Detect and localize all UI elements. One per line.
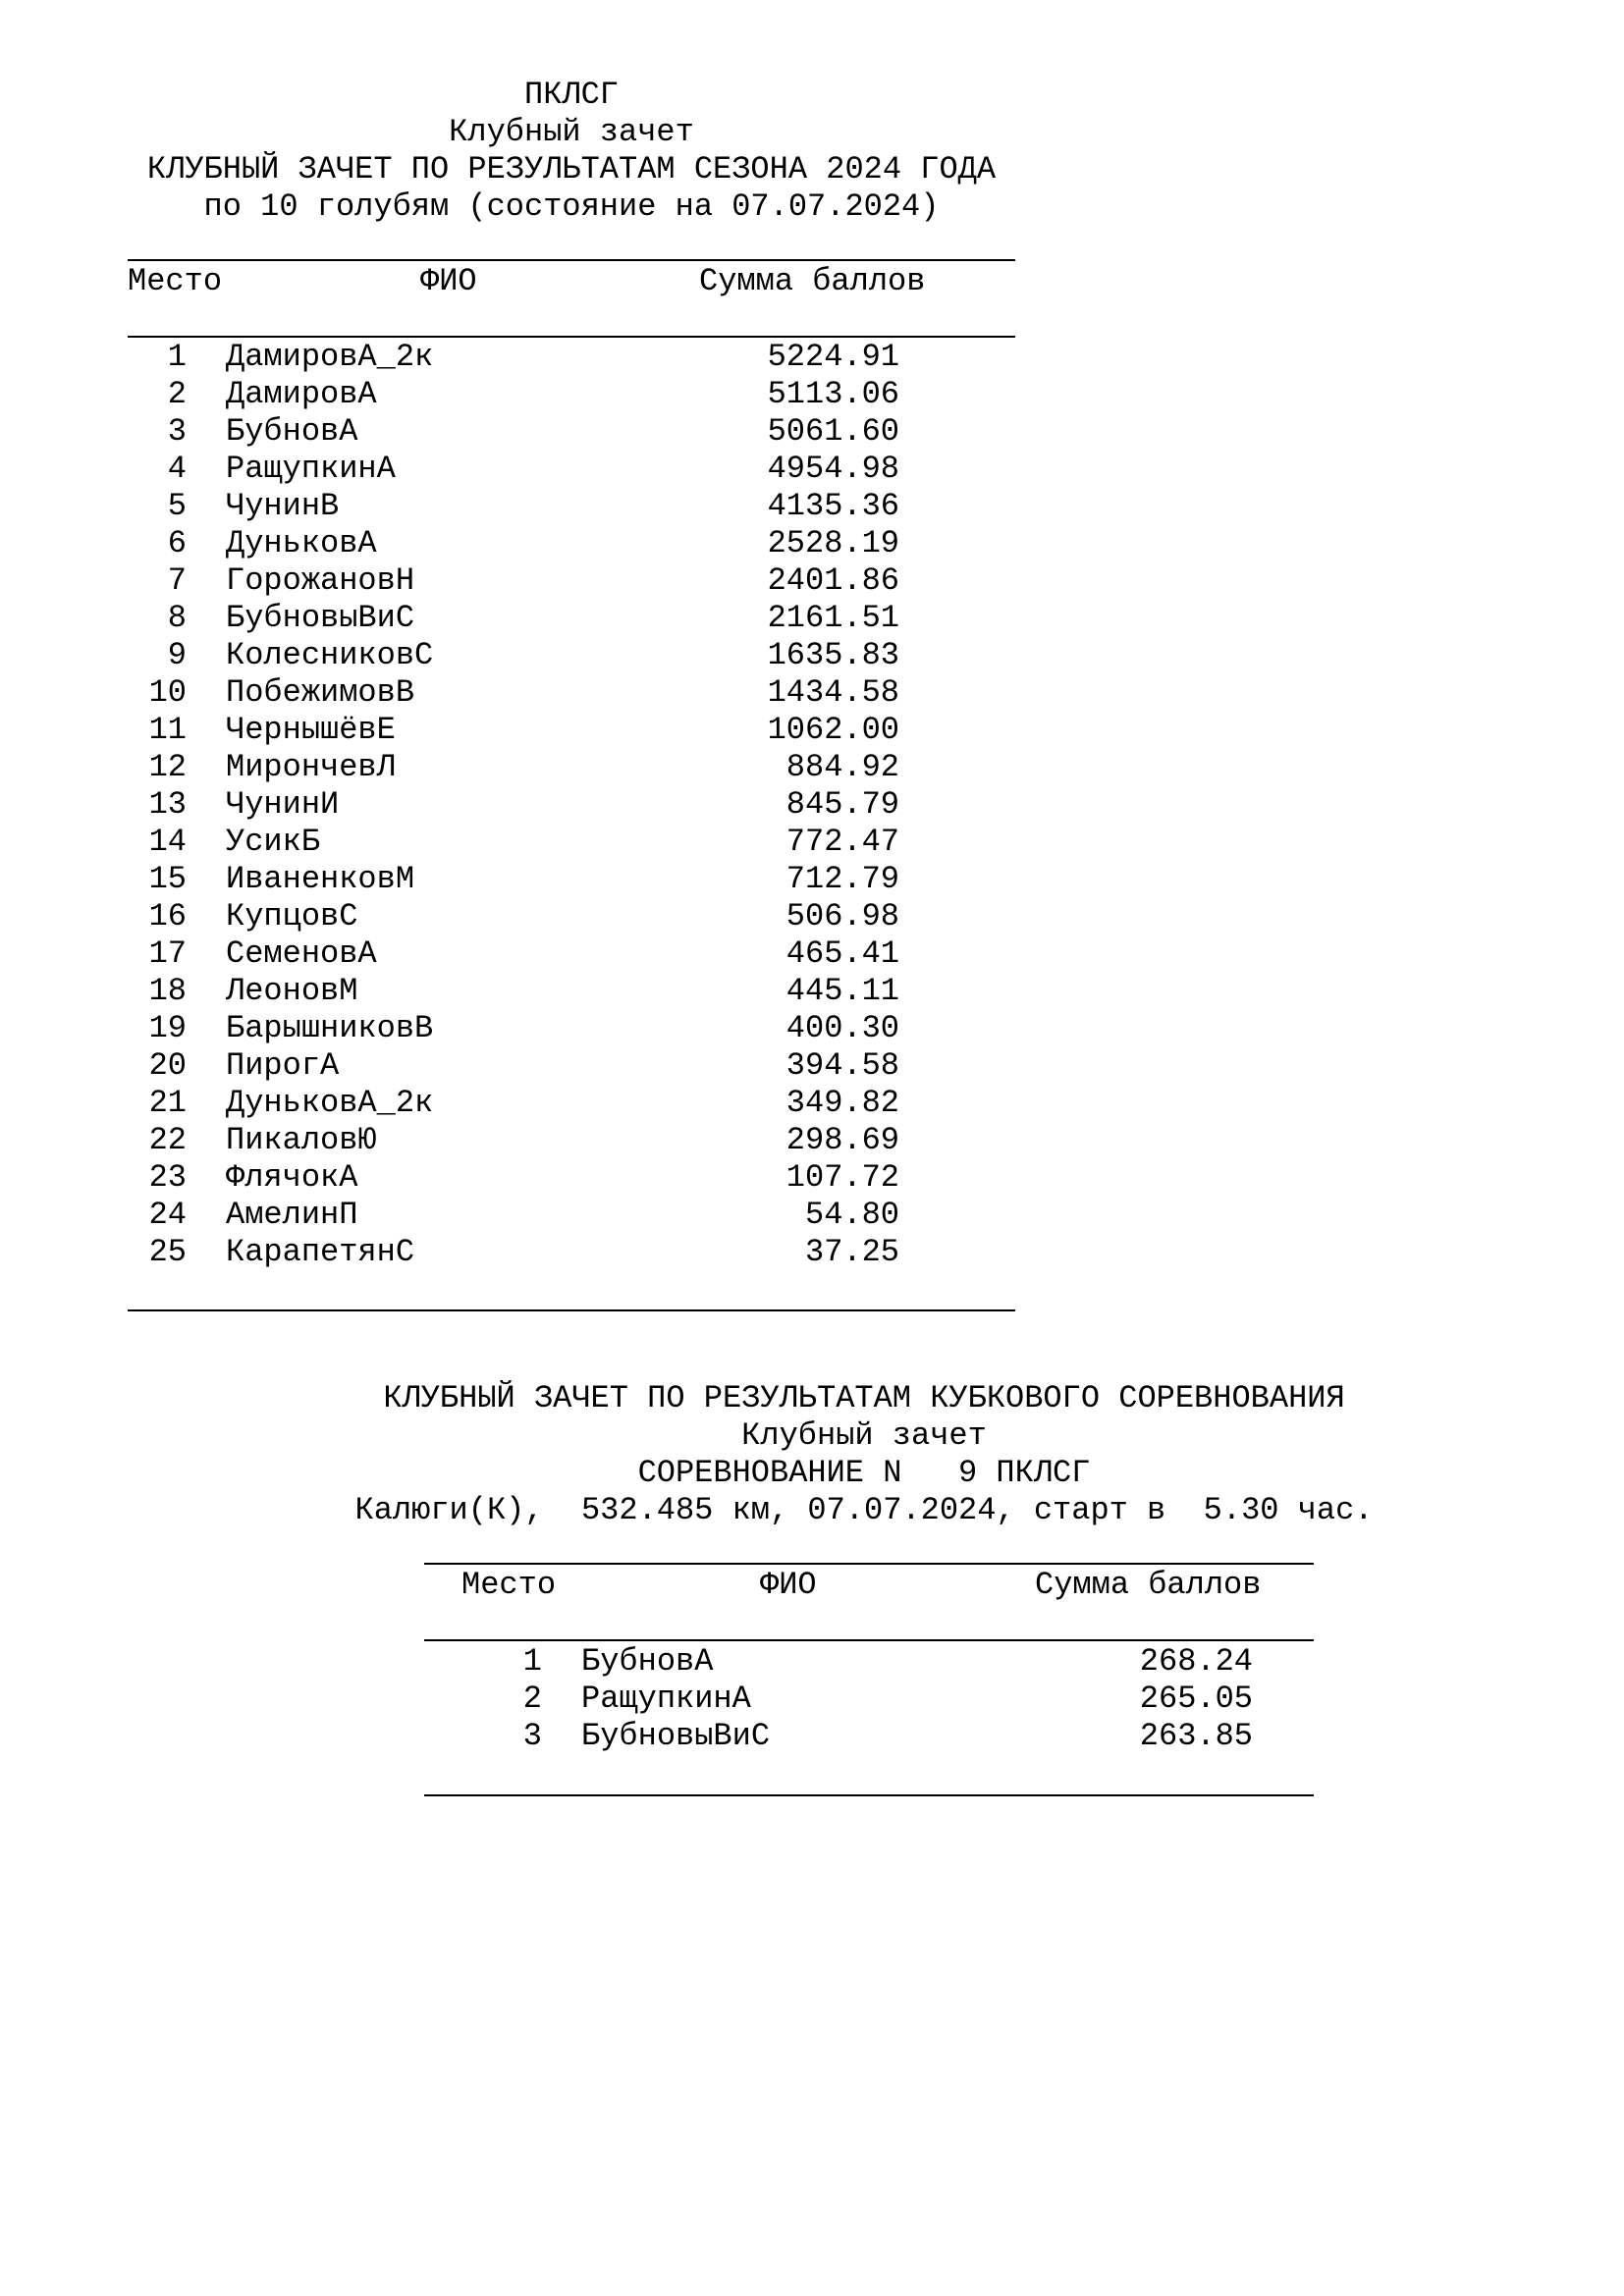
cell-place: 15 bbox=[148, 861, 187, 897]
cell-sum: 2161.51 bbox=[767, 600, 899, 636]
cell-name: ЧернышёвЕ bbox=[226, 712, 396, 748]
cell-place: 17 bbox=[148, 935, 187, 972]
cell-name: БубновА bbox=[581, 1643, 714, 1680]
cup-header-sum: Сумма баллов bbox=[1035, 1567, 1262, 1603]
cell-place: 20 bbox=[148, 1047, 187, 1084]
cell-name: ДамировА_2к bbox=[226, 339, 434, 375]
cell-sum: 4135.36 bbox=[767, 488, 899, 524]
cell-sum: 265.05 bbox=[1139, 1681, 1253, 1717]
cell-place: 25 bbox=[148, 1234, 187, 1270]
cell-name: ЛеоновМ bbox=[226, 973, 358, 1009]
cell-sum: 107.72 bbox=[785, 1159, 899, 1196]
cell-sum: 394.58 bbox=[785, 1047, 899, 1084]
cup-title: КЛУБНЫЙ ЗАЧЕТ ПО РЕЗУЛЬТАТАМ КУБКОВОГО СОРЕВНОВАНИЯ bbox=[383, 1380, 1345, 1416]
cell-place: 4 bbox=[167, 451, 187, 487]
cell-place: 1 bbox=[522, 1643, 542, 1680]
cell-name: ПобежимовВ bbox=[226, 674, 415, 711]
cell-sum: 2401.86 bbox=[767, 562, 899, 599]
cell-name: ФлячокА bbox=[226, 1159, 358, 1196]
cell-name: БубновыВиС bbox=[581, 1718, 771, 1754]
season-header-rule bbox=[128, 336, 1015, 338]
cell-sum: 349.82 bbox=[785, 1085, 899, 1121]
season-condition: по 10 голубям (состояние на 07.07.2024) bbox=[203, 188, 940, 225]
cell-place: 13 bbox=[148, 786, 187, 823]
cell-sum: 268.24 bbox=[1139, 1643, 1253, 1680]
cell-sum: 1434.58 bbox=[767, 674, 899, 711]
cell-name: БубновыВиС bbox=[226, 600, 415, 636]
cell-place: 3 bbox=[522, 1718, 542, 1754]
cell-sum: 2528.19 bbox=[767, 525, 899, 561]
cell-place: 12 bbox=[148, 749, 187, 785]
cell-place: 2 bbox=[167, 376, 187, 412]
cell-name: ПикаловЮ bbox=[226, 1122, 377, 1158]
cell-sum: 1635.83 bbox=[767, 637, 899, 673]
cell-name: УсикБ bbox=[226, 824, 321, 860]
cell-sum: 884.92 bbox=[785, 749, 899, 785]
cell-name: БарышниковВ bbox=[226, 1010, 434, 1046]
cell-sum: 445.11 bbox=[785, 973, 899, 1009]
cup-bottom-rule bbox=[424, 1794, 1314, 1796]
cell-sum: 400.30 bbox=[785, 1010, 899, 1046]
cell-place: 18 bbox=[148, 973, 187, 1009]
cup-competition: СОРЕВНОВАНИЕ N 9 ПКЛСГ bbox=[637, 1455, 1091, 1491]
cell-name: СеменовА bbox=[226, 935, 377, 972]
cell-name: КарапетянС bbox=[226, 1234, 415, 1270]
cell-sum: 263.85 bbox=[1139, 1718, 1253, 1754]
cell-sum: 298.69 bbox=[785, 1122, 899, 1158]
cell-name: БубновА bbox=[226, 413, 358, 450]
cell-sum: 37.25 bbox=[804, 1234, 899, 1270]
cell-name: ЧунинВ bbox=[226, 488, 340, 524]
season-header-place: Место bbox=[128, 263, 223, 299]
cell-sum: 5224.91 bbox=[767, 339, 899, 375]
season-top-rule bbox=[128, 259, 1015, 261]
season-bottom-rule bbox=[128, 1309, 1015, 1311]
org-title: ПКЛСГ bbox=[523, 77, 619, 113]
cup-details: Калюги(К), 532.485 км, 07.07.2024, старт в 5.30 час. bbox=[354, 1492, 1374, 1528]
cup-top-rule bbox=[424, 1563, 1314, 1565]
cell-place: 23 bbox=[148, 1159, 187, 1196]
cell-name: КупцовС bbox=[226, 898, 358, 934]
cell-name: ДуньковА_2к bbox=[226, 1085, 434, 1121]
cell-sum: 54.80 bbox=[804, 1197, 899, 1233]
cell-name: ДамировА bbox=[226, 376, 377, 412]
cell-name: ИваненковМ bbox=[226, 861, 415, 897]
cell-sum: 772.47 bbox=[785, 824, 899, 860]
cell-sum: 1062.00 bbox=[767, 712, 899, 748]
cell-name: ДуньковА bbox=[226, 525, 377, 561]
cell-place: 2 bbox=[522, 1681, 542, 1717]
cup-subtitle: Клубный зачет bbox=[741, 1417, 987, 1454]
cell-sum: 712.79 bbox=[785, 861, 899, 897]
cell-name: ГорожановН bbox=[226, 562, 415, 599]
cell-place: 24 bbox=[148, 1197, 187, 1233]
cell-place: 7 bbox=[167, 562, 187, 599]
cell-sum: 5113.06 bbox=[767, 376, 899, 412]
cell-name: КолесниковС bbox=[226, 637, 434, 673]
cell-name: ПирогА bbox=[226, 1047, 340, 1084]
cell-place: 19 bbox=[148, 1010, 187, 1046]
cell-name: ЧунинИ bbox=[226, 786, 340, 823]
cell-place: 21 bbox=[148, 1085, 187, 1121]
cell-name: АмелинП bbox=[226, 1197, 358, 1233]
cup-header-name: ФИО bbox=[760, 1567, 817, 1603]
cell-sum: 465.41 bbox=[785, 935, 899, 972]
cell-place: 16 bbox=[148, 898, 187, 934]
season-subtitle: Клубный зачет bbox=[449, 114, 694, 150]
cell-name: РащупкинА bbox=[226, 451, 396, 487]
season-header-sum: Сумма баллов bbox=[699, 263, 926, 299]
season-title: КЛУБНЫЙ ЗАЧЕТ ПО РЕЗУЛЬТАТАМ СЕЗОНА 2024 ГОДА bbox=[146, 151, 997, 187]
cell-name: МирончевЛ bbox=[226, 749, 396, 785]
cell-place: 14 bbox=[148, 824, 187, 860]
cell-place: 22 bbox=[148, 1122, 187, 1158]
cell-place: 6 bbox=[167, 525, 187, 561]
cell-place: 3 bbox=[167, 413, 187, 450]
cup-header-place: Место bbox=[461, 1567, 557, 1603]
cell-name: РащупкинА bbox=[581, 1681, 751, 1717]
cell-place: 9 bbox=[167, 637, 187, 673]
cell-place: 5 bbox=[167, 488, 187, 524]
cell-sum: 5061.60 bbox=[767, 413, 899, 450]
cell-place: 10 bbox=[148, 674, 187, 711]
cell-place: 1 bbox=[167, 339, 187, 375]
cup-header-rule bbox=[424, 1639, 1314, 1641]
cell-sum: 506.98 bbox=[785, 898, 899, 934]
season-header-name: ФИО bbox=[420, 263, 477, 299]
cell-place: 8 bbox=[167, 600, 187, 636]
cell-sum: 845.79 bbox=[785, 786, 899, 823]
cell-sum: 4954.98 bbox=[767, 451, 899, 487]
cell-place: 11 bbox=[148, 712, 187, 748]
